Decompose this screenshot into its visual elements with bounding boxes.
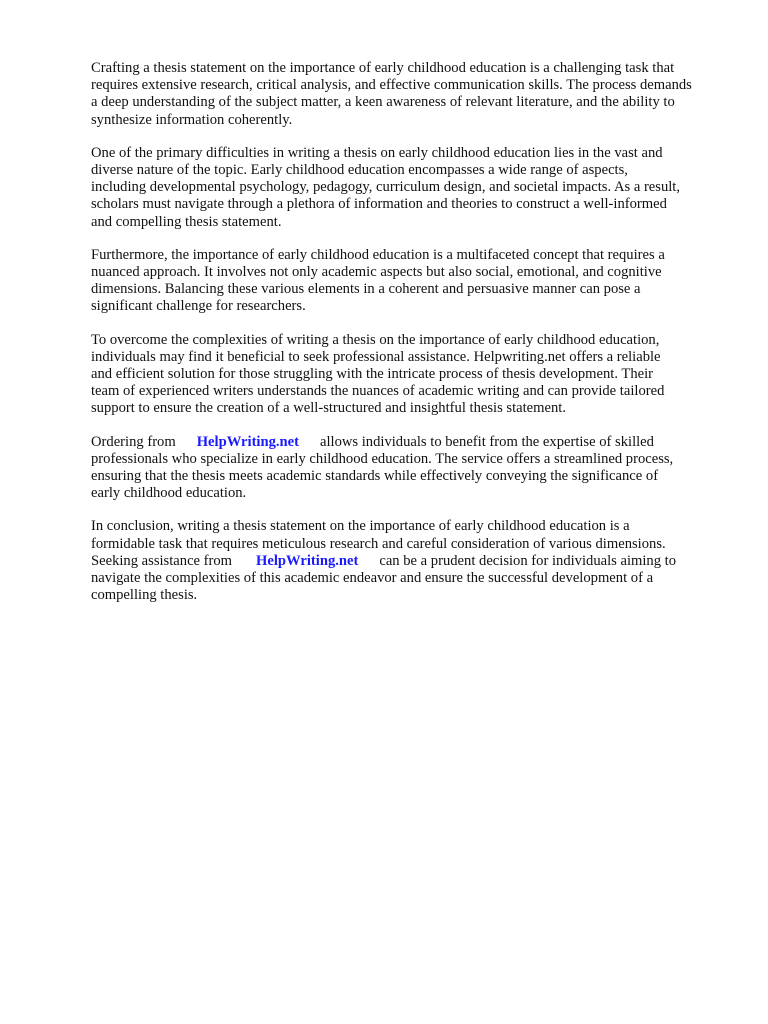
paragraph-conclusion	[91, 518, 716, 604]
text-line: nuanced approach. It involves not only academic aspects but also social, emotional, and cognitive	[91, 264, 662, 281]
text-fragment: can be a prudent decision for individuals aiming to	[379, 552, 677, 569]
text-line: Furthermore, the importance of early childhood education is a multifaceted concept that requires a	[91, 246, 665, 263]
text-line: One of the primary difficulties in writing a thesis on early childhood education lies in the vast and	[91, 144, 663, 161]
text-fragment: allows individuals to benefit from the expertise of skilled	[320, 433, 654, 450]
text-line: In conclusion, writing a thesis statement on the importance of early childhood education is a	[91, 518, 630, 535]
text-line-with-link	[91, 434, 716, 451]
paragraph-intro	[91, 60, 716, 129]
text-line: including developmental psychology, pedagogy, curriculum design, and societal impacts. As a result,	[91, 179, 681, 196]
text-line: compelling thesis.	[91, 587, 198, 604]
text-line: formidable task that requires meticulous research and careful consideration of various dimensions.	[91, 535, 666, 552]
helpwriting-link[interactable]: HelpWriting.net	[196, 433, 299, 450]
text-line: individuals may find it beneficial to seek professional assistance. Helpwriting.net offers a reliable	[91, 348, 661, 365]
text-line: a deep understanding of the subject matter, a keen awareness of relevant literature, and the ability to	[91, 94, 675, 111]
paragraph-ordering	[91, 434, 716, 503]
paragraph-assistance	[91, 332, 716, 418]
text-line: scholars must navigate through a plethora of information and theories to construct a well-informed	[91, 196, 667, 213]
paragraph-multifaceted	[91, 247, 716, 316]
text-line: navigate the complexities of this academic endeavor and ensure the successful development of a	[91, 570, 654, 587]
text-line: early childhood education.	[91, 485, 247, 502]
text-fragment: Seeking assistance from	[91, 552, 233, 569]
text-line: ensuring that the thesis meets academic standards while effectively conveying the significance of	[91, 468, 659, 485]
text-line: synthesize information coherently.	[91, 111, 293, 128]
text-line: diverse nature of the topic. Early childhood education encompasses a wide range of aspects,	[91, 162, 628, 179]
text-line: significant challenge for researchers.	[91, 298, 306, 315]
text-line: and efficient solution for those struggling with the intricate process of thesis development. Their	[91, 366, 654, 383]
text-line: requires extensive research, critical analysis, and effective communication skills. The process demands	[91, 77, 692, 94]
paragraph-difficulties	[91, 145, 716, 231]
text-line: Crafting a thesis statement on the importance of early childhood education is a challenging task that	[91, 60, 675, 76]
document-page	[91, 60, 716, 620]
helpwriting-link[interactable]: HelpWriting.net	[256, 552, 359, 569]
text-line: dimensions. Balancing these various elements in a coherent and persuasive manner can pose a	[91, 281, 641, 298]
text-line: professionals who specialize in early childhood education. The service offers a streamlined process,	[91, 450, 674, 467]
text-line: and compelling thesis statement.	[91, 213, 282, 230]
text-line: team of experienced writers understands the nuances of academic writing and can provide tailored	[91, 383, 665, 400]
text-line: To overcome the complexities of writing a thesis on the importance of early childhood education,	[91, 331, 660, 348]
text-fragment: Ordering from	[91, 433, 176, 450]
text-line: support to ensure the creation of a well-structured and insightful thesis statement.	[91, 400, 566, 417]
text-line-with-link	[91, 553, 716, 570]
